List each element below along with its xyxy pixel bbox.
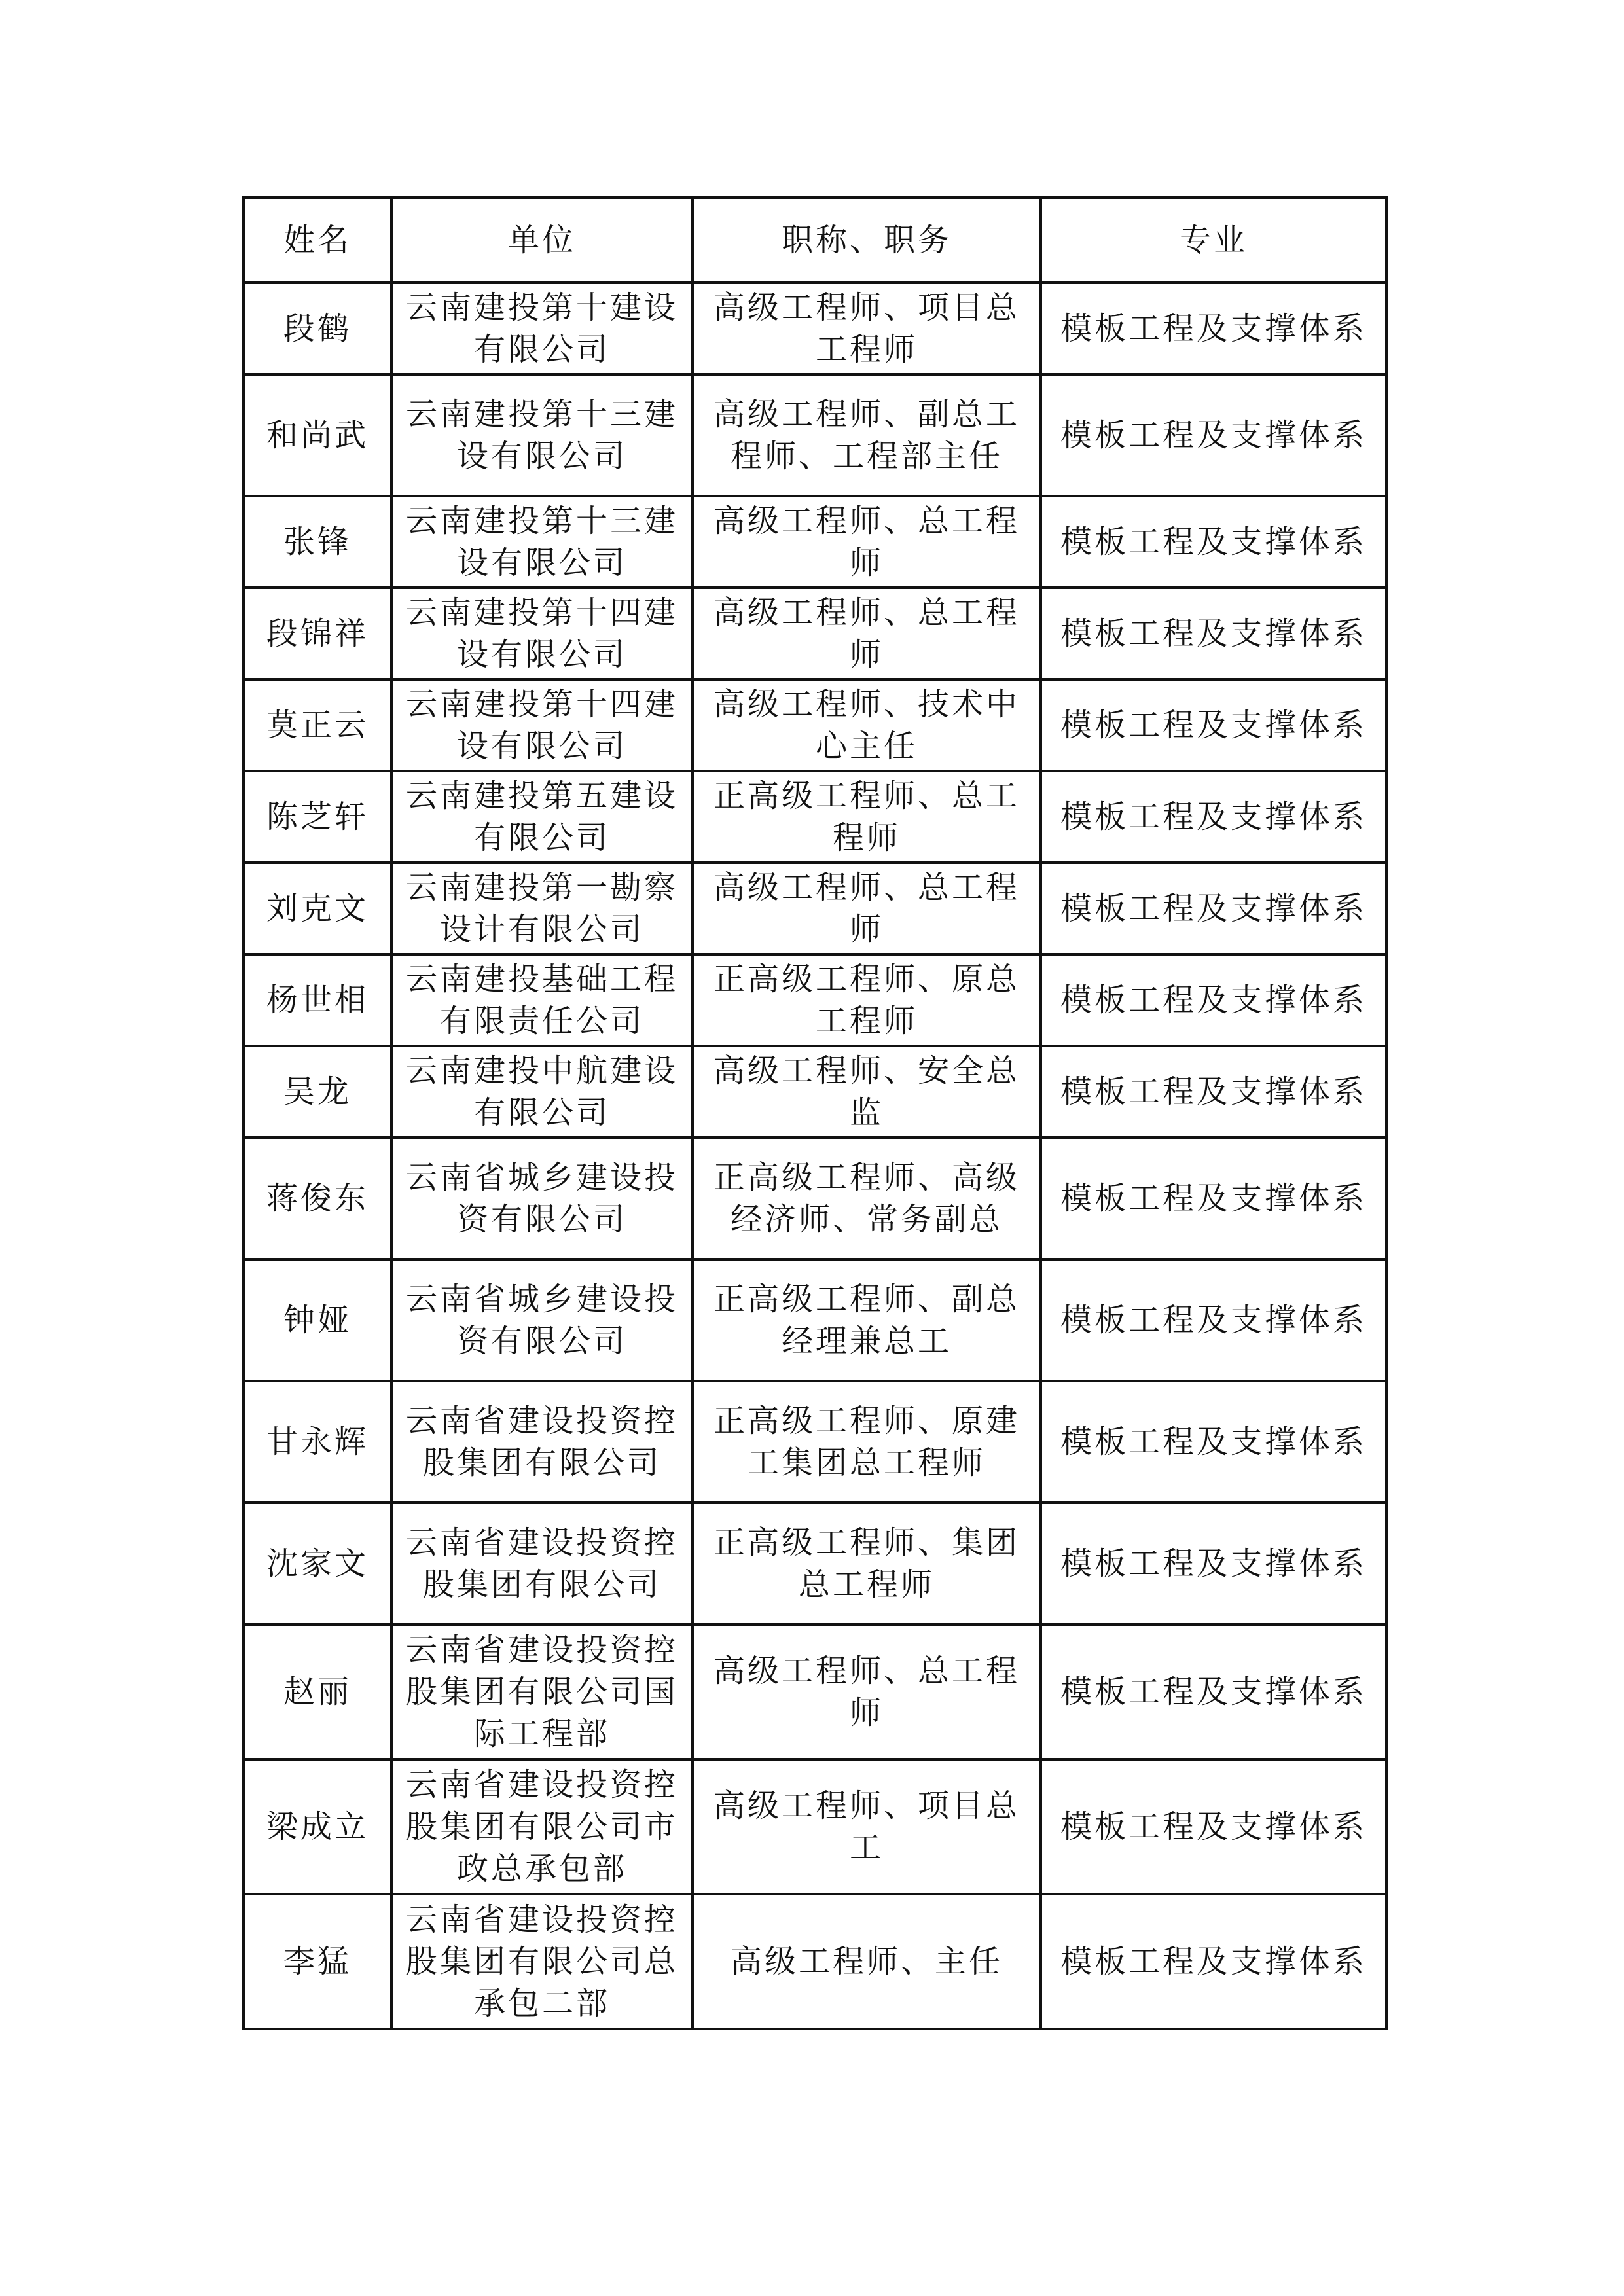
cell-unit: 云南省建设投资控股集团有限公司国际工程部 xyxy=(391,1624,693,1759)
cell-title: 正高级工程师、原建工集团总工程师 xyxy=(693,1381,1041,1503)
cell-unit: 云南建投中航建设有限公司 xyxy=(391,1046,693,1138)
header-name: 姓名 xyxy=(244,198,391,283)
cell-title: 高级工程师、总工程师 xyxy=(693,1624,1041,1759)
cell-name: 张锋 xyxy=(244,496,391,588)
table-header-row xyxy=(244,198,1386,283)
cell-major: 模板工程及支撑体系 xyxy=(1041,1759,1386,1894)
header-unit: 单位 xyxy=(391,198,693,283)
table-row xyxy=(244,374,1386,496)
cell-title: 高级工程师、项目总工 xyxy=(693,1759,1041,1894)
cell-name: 莫正云 xyxy=(244,679,391,771)
cell-unit: 云南省城乡建设投资有限公司 xyxy=(391,1138,693,1259)
cell-unit: 云南省城乡建设投资有限公司 xyxy=(391,1259,693,1381)
cell-name: 刘克文 xyxy=(244,863,391,954)
cell-major: 模板工程及支撑体系 xyxy=(1041,496,1386,588)
table-row xyxy=(244,1894,1386,2029)
table-row xyxy=(244,1624,1386,1759)
cell-unit: 云南省建设投资控股集团有限公司 xyxy=(391,1381,693,1503)
cell-title: 高级工程师、项目总工程师 xyxy=(693,283,1041,374)
cell-name: 吴龙 xyxy=(244,1046,391,1138)
cell-unit: 云南建投基础工程有限责任公司 xyxy=(391,954,693,1046)
cell-name: 杨世相 xyxy=(244,954,391,1046)
cell-unit: 云南建投第十四建设有限公司 xyxy=(391,679,693,771)
cell-major: 模板工程及支撑体系 xyxy=(1041,588,1386,679)
table-row xyxy=(244,1138,1386,1259)
cell-unit: 云南建投第一勘察设计有限公司 xyxy=(391,863,693,954)
cell-unit: 云南建投第十三建设有限公司 xyxy=(391,374,693,496)
cell-major: 模板工程及支撑体系 xyxy=(1041,863,1386,954)
cell-major: 模板工程及支撑体系 xyxy=(1041,771,1386,863)
cell-title: 高级工程师、总工程师 xyxy=(693,588,1041,679)
table-body xyxy=(244,283,1386,2029)
table-row xyxy=(244,283,1386,374)
table-row xyxy=(244,1381,1386,1503)
header-title: 职称、职务 xyxy=(693,198,1041,283)
cell-title: 高级工程师、安全总监 xyxy=(693,1046,1041,1138)
cell-major: 模板工程及支撑体系 xyxy=(1041,679,1386,771)
cell-major: 模板工程及支撑体系 xyxy=(1041,954,1386,1046)
cell-name: 蒋俊东 xyxy=(244,1138,391,1259)
cell-title: 高级工程师、主任 xyxy=(693,1894,1041,2029)
table-row xyxy=(244,1759,1386,1894)
cell-title: 高级工程师、总工程师 xyxy=(693,863,1041,954)
cell-name: 甘永辉 xyxy=(244,1381,391,1503)
cell-unit: 云南省建设投资控股集团有限公司总承包二部 xyxy=(391,1894,693,2029)
cell-title: 正高级工程师、总工程师 xyxy=(693,771,1041,863)
table-row xyxy=(244,863,1386,954)
cell-major: 模板工程及支撑体系 xyxy=(1041,1259,1386,1381)
cell-title: 高级工程师、技术中心主任 xyxy=(693,679,1041,771)
cell-unit: 云南省建设投资控股集团有限公司 xyxy=(391,1503,693,1624)
cell-name: 陈芝轩 xyxy=(244,771,391,863)
table-row xyxy=(244,771,1386,863)
table-row xyxy=(244,954,1386,1046)
cell-major: 模板工程及支撑体系 xyxy=(1041,1894,1386,2029)
table-row xyxy=(244,588,1386,679)
cell-title: 高级工程师、副总工程师、工程部主任 xyxy=(693,374,1041,496)
cell-title: 正高级工程师、原总工程师 xyxy=(693,954,1041,1046)
cell-unit: 云南建投第十四建设有限公司 xyxy=(391,588,693,679)
cell-major: 模板工程及支撑体系 xyxy=(1041,374,1386,496)
table-row xyxy=(244,1046,1386,1138)
cell-name: 李猛 xyxy=(244,1894,391,2029)
cell-major: 模板工程及支撑体系 xyxy=(1041,1503,1386,1624)
header-major: 专业 xyxy=(1041,198,1386,283)
cell-unit: 云南省建设投资控股集团有限公司市政总承包部 xyxy=(391,1759,693,1894)
cell-name: 赵丽 xyxy=(244,1624,391,1759)
cell-name: 段锦祥 xyxy=(244,588,391,679)
cell-name: 沈家文 xyxy=(244,1503,391,1624)
cell-name: 段鹤 xyxy=(244,283,391,374)
expert-table xyxy=(242,196,1388,2030)
table-row xyxy=(244,1259,1386,1381)
cell-unit: 云南建投第十三建设有限公司 xyxy=(391,496,693,588)
cell-unit: 云南建投第十建设有限公司 xyxy=(391,283,693,374)
cell-name: 梁成立 xyxy=(244,1759,391,1894)
cell-name: 钟娅 xyxy=(244,1259,391,1381)
cell-major: 模板工程及支撑体系 xyxy=(1041,1624,1386,1759)
table-row xyxy=(244,679,1386,771)
cell-major: 模板工程及支撑体系 xyxy=(1041,283,1386,374)
cell-title: 正高级工程师、集团总工程师 xyxy=(693,1503,1041,1624)
cell-unit: 云南建投第五建设有限公司 xyxy=(391,771,693,863)
cell-title: 正高级工程师、高级经济师、常务副总 xyxy=(693,1138,1041,1259)
cell-major: 模板工程及支撑体系 xyxy=(1041,1381,1386,1503)
table-row xyxy=(244,496,1386,588)
cell-major: 模板工程及支撑体系 xyxy=(1041,1138,1386,1259)
cell-name: 和尚武 xyxy=(244,374,391,496)
cell-title: 正高级工程师、副总经理兼总工 xyxy=(693,1259,1041,1381)
cell-title: 高级工程师、总工程师 xyxy=(693,496,1041,588)
cell-major: 模板工程及支撑体系 xyxy=(1041,1046,1386,1138)
table-row xyxy=(244,1503,1386,1624)
